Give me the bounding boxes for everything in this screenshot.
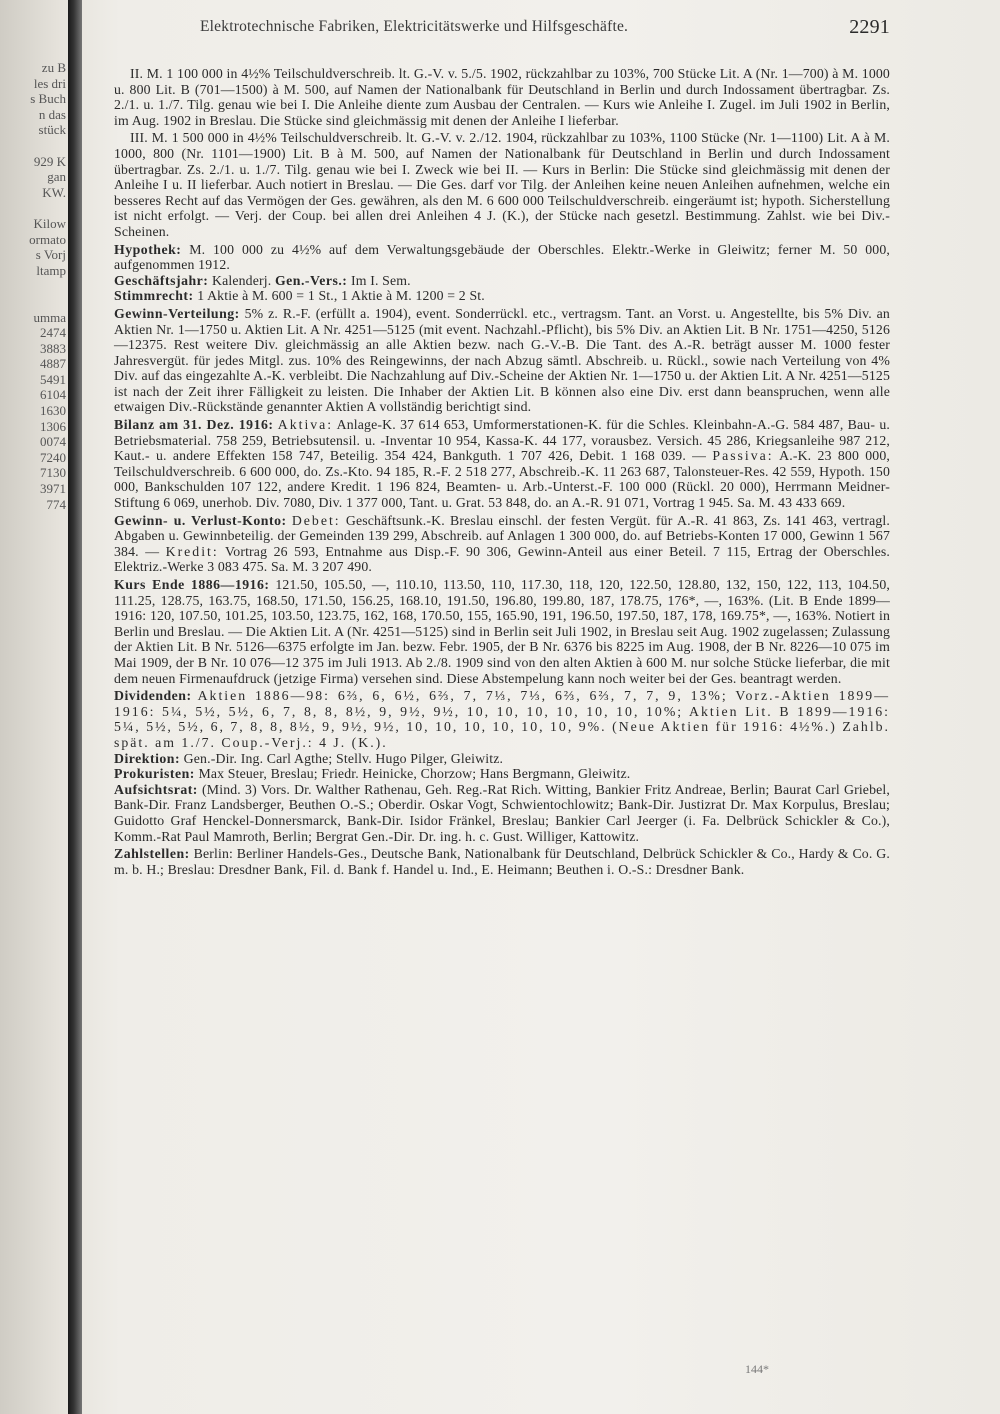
bilanz-paragraph — [114, 417, 890, 511]
anleihe-ii-text: M. 1 100 000 in 4½% Teilschuldverschreib. lt. G.-V. v. 5./5. 1902, rückzahlbar zu 103%, 700 Stücke Lit. A (Nr. 1—700) à M. 1000 u. 800 Lit. B (701—1500) à M. 500, auf Namen der Nationalbank für Deutschland in Berlin und durch Indossament übertragbar. Zs. 2./1. u. 1./7. Tilg. genau wie bei I. Die Anleihe diente zum Ausbau der Centralen. — Kurs wie Anleihe I. Zugel. im Juli 1902 in Berlin, im Aug. 1902 in Breslau. Die Stücke sind gleichmässig mit denen der Anleihe I lieferbar. — [114, 66, 890, 128]
bilanz-aktiva-text: Anlage-K. 37 614 653, Umformerstationen-K. für die Schles. Kleinbahn-A.-G. 584 487, Bau- u. Betriebsmaterial. 758 259, Betriebsutensil. u. -Inventar 10 954, Kassa-K. 44 177, vorausbez. Versich. 45 286, Kriegsanleihe 987 212, Kaut.- u. andere Effekten 158 747, Beteilig. 354 424, Bankguth. 1 707 426, Debit. 1 168 039. — — [114, 417, 890, 464]
gen-vers-label: Gen.-Vers.: — [274, 272, 348, 288]
gewinnverteilung-label: Gewinn-Verteilung: — [114, 305, 240, 321]
previous-column-fragment: 1306 — [40, 418, 66, 434]
guv-paragraph — [114, 513, 890, 575]
anleihe-iii-text: M. 1 500 000 in 4½% Teilschuldverschreib. lt. G.-V. v. 2./12. 1904, rückzahlbar zu 103%, 1100 Stücke (Nr. 1—1100) Lit. A à M. 1000, 800 (Nr. 1101—1900) Lit. B à M. 500, auf Namen der Nationalbank für Deutschland in Berlin und durch Indossament übertragbar. Zs. 2./1. u. 1./7. Tilg. genau wie bei I. Zweck wie bei II. — Kurs in Berlin: Die Stücke sind gleichmässig mit denen der Anleihe I u. II lieferbar. Auch notiert in Breslau. — Die Ges. darf vor Tilg. der Anleihen keine neuen Anleihen aufnehmen, welche ein besseres Recht auf das Vermögen der Ges. gewähren, als den M. 6 600 000 Teilschuldverschreib. eingeräumt ist; hypoth. Sicherstellung ist nicht erfolgt. — Verj. der Coup. bei allen drei Anleihen 4 J. (K.), der Stücke nach gesetzl. Bestimmung. Zahlst. wie bei Div.-Scheinen. — [114, 130, 890, 239]
previous-column-fragment: gan — [47, 169, 66, 185]
kurs-label: Kurs Ende 1886—1916: — [114, 577, 270, 592]
bilanz-passiva-label: Passiva: — [712, 448, 774, 464]
previous-column-fragment: s Buch — [30, 91, 66, 107]
dividenden-text: Aktien 1886—98: 6⅔, 6, 6½, 6⅔, 7, 7⅓, 7⅓, 6⅔, 6⅔, 7, 7, 9, 13%; Vorz.-Aktien 1899—1916: 5¼, 5½, 5½, 6, 7, 8, 8, 8½, 9, 9½, 9½, 10, 10, 10, 10, 10, 10, 10%; Aktien Lit. B 1899—1916: 5¼, 5½, 5½, 6, 7, 8, 8, 8½, 9, 9½, 9½, 10, 10, 10, 10, 10, 10, 9%. (Neue Aktien für 1916: 4½%.) Zahlb. spät. am 1./7. Coup.-Verj.: 4 J. (K.). — [114, 688, 890, 750]
geschaeftsjahr-paragraph — [114, 273, 890, 289]
anleihe-ii-label: II. — [130, 66, 144, 81]
anleihe-iii-paragraph — [114, 130, 890, 239]
direktion-text: Gen.-Dir. Ing. Carl Agthe; Stellv. Hugo Pilger, Gleiwitz. — [183, 750, 504, 766]
anleihe-iii-label: III. — [130, 130, 148, 146]
previous-column-fragment: 7240 — [40, 449, 66, 465]
previous-column-fragment — [0, 138, 66, 154]
previous-column-fragment: ltamp — [36, 262, 66, 278]
kurs-paragraph — [114, 577, 890, 686]
previous-column-fragment: 5491 — [40, 371, 66, 387]
hypothek-paragraph — [114, 242, 890, 273]
previous-column-fragment: 3883 — [40, 340, 66, 356]
hypothek-text: M. 100 000 zu 4½% auf dem Verwaltungsgebäude der Oberschles. Elektr.-Werke in Gleiwitz; ferner M. 50 000, aufgenommen 1912. — [114, 241, 890, 273]
dividenden-paragraph — [114, 688, 890, 750]
book-gutter — [68, 0, 82, 1414]
bilanz-label: Bilanz am 31. Dez. 1916: — [114, 417, 274, 433]
previous-column-fragment: umma — [33, 309, 66, 325]
previous-column-fragment: 4887 — [40, 356, 66, 372]
previous-column-fragment: 2474 — [40, 325, 66, 341]
dividenden-label: Dividenden: — [114, 688, 192, 704]
prokuristen-text: Max Steuer, Breslau; Friedr. Heinicke, Chorzow; Hans Bergmann, Gleiwitz. — [198, 766, 631, 782]
prokuristen-paragraph — [114, 766, 890, 782]
geschaeftsjahr-label: Geschäftsjahr: — [114, 272, 209, 288]
stimmrecht-label: Stimmrecht: — [114, 288, 194, 304]
previous-column-fragments — [0, 60, 66, 1360]
previous-column-fragment: stück — [38, 122, 66, 138]
geschaeftsjahr-text: Kalenderj. — [211, 272, 272, 288]
previous-column-fragment: zu B — [41, 60, 66, 75]
previous-column-fragment — [0, 278, 66, 294]
previous-column-fragment: 0074 — [40, 434, 66, 450]
aufsichtsrat-text: (Mind. 3) Vors. Dr. Walther Rathenau, Geh. Reg.-Rat Rich. Witting, Bankier Fritz Andreae, Berlin; Baurat Carl Griebel, Bank-Dir. Franz Landsberger, Beuthen O.-S.; Oberdir. Oskar Vogt, Schwientochlowitz; Bank-Dir. Justizrat Dr. Max Korpulus, Breslau; Guidotto Graf Henckel-Donnersmarck, Bank-Dir. Isidor Fränkel, Breslau; Bankier Carl Jeerger (i. Fa. Delbrück Schickler & Co.), Komm.-Rat Paul Mamroth, Berlin; Bergrat Gen.-Dir. Dr. ing. h. c. Gust. Williger, Kattowitz. — [114, 781, 890, 844]
guv-debet-text: Geschäftsunk.-K. Breslau einschl. der festen Vergüt. für A.-R. 41 863, Zs. 141 463, vertragl. Abgaben u. Gewinnbeteilig. der Gemeinden 139 299, Abschreib. auf Anlagen 1 300 000, do. auf Betriebs-Konten 17 000, Gewinn 1 567 384. — — [114, 512, 890, 559]
guv-debet-label: Debet: — [291, 512, 341, 528]
bilanz-aktiva-label: Aktiva: — [277, 417, 334, 433]
direktion-paragraph — [114, 751, 890, 767]
previous-column-fragment: s Vorj — [35, 247, 66, 263]
guv-label: Gewinn- u. Verlust-Konto: — [114, 512, 287, 528]
printer-signature-mark: 144* — [745, 1362, 769, 1376]
running-header — [200, 18, 890, 42]
aufsichtsrat-paragraph — [114, 782, 890, 844]
zahlstellen-label: Zahlstellen: — [114, 846, 190, 862]
previous-column-fragment: 1630 — [40, 403, 66, 419]
previous-column-fragment: 774 — [46, 496, 66, 512]
previous-column-fragment: n das — [38, 106, 66, 122]
prokuristen-label: Prokuristen: — [114, 766, 195, 782]
gewinnverteilung-paragraph — [114, 306, 890, 415]
hypothek-label: Hypothek: — [114, 241, 182, 257]
gen-vers-text: Im I. Sem. — [350, 272, 411, 288]
aufsichtsrat-label: Aufsichtsrat: — [114, 781, 198, 797]
zahlstellen-paragraph — [114, 846, 890, 877]
bilanz-passiva-text: A.-K. 23 800 000, Teilschuldverschreib. 6 600 000, do. Zs.-Kto. 94 185, R.-F. 2 518 277, Abschreib.-K. 11 263 687, Talonsteuer-Res. 42 559, Hypoth. 150 000, Bankschulden 107 122, andere Kredit. 1 196 824, Beamten- u. Arb.-Unterst.-F. 100 000 (Rückl. 20 000), Herrmann Meidner-Stiftung 6 069, unerhob. Div. 7080, Div. 1 377 000, Tant. u. Grat. 53 848, do. an A.-R. 91 071, Vortrag 1 945. Sa. M. 43 433 669. — [114, 448, 890, 511]
stimmrecht-text: 1 Aktie à M. 600 = 1 St., 1 Aktie à M. 1200 = 2 St. — [197, 288, 485, 304]
running-header-title: Elektrotechnische Fabriken, Elektricitätswerke und Hilfsgeschäfte. — [200, 18, 629, 35]
previous-column-fragment: KW. — [42, 184, 66, 200]
previous-column-fragment: 7130 — [40, 465, 66, 481]
previous-column-fragment: ormato — [29, 231, 66, 247]
previous-column-fragment: Kilow — [33, 215, 66, 231]
previous-column-fragment — [0, 294, 66, 310]
anleihe-ii-paragraph — [114, 66, 890, 128]
main-text-column — [114, 66, 890, 877]
previous-column-fragment: les dri — [33, 75, 66, 91]
direktion-label: Direktion: — [114, 750, 181, 766]
stimmrecht-paragraph — [114, 288, 890, 304]
previous-column-fragment: 6104 — [40, 387, 66, 403]
kurs-text: 121.50, 105.50, —, 110.10, 113.50, 110, 117.30, 118, 120, 122.50, 128.80, 132, 150, 122, 113, 104.50, 111.25, 128.75, 163.75, 168.50, 171.50, 156.25, 168.10, 191.50, 196.80, 199.80, 187, 178.75, 176*, —, 163%. (Lit. B Ende 1899—1916: 120, 107.50, 101.25, 103.50, 123.75, 162, 168, 170.50, 155, 165.90, 191, 196.50, 197.50, 187, 178, 169.75*, —, 163%. Notiert in Berlin und Breslau. — Die Aktien Lit. A (Nr. 4251—5125) sind in Berlin seit Juli 1902, in Breslau seit Aug. 1902 zugelassen; Zulassung der Aktien Lit. B Nr. 5126—6375 erfolgte im Jan. bezw. Febr. 1905, der B Nr. 6376 bis 8225 im Aug. 1908, der B Nr. 8226—10 075 im Mai 1909, der B Nr. 10 076—12 375 im Juli 1913. Ab 2./8. 1909 sind von den alten Aktien à 600 M. nur solche Stücke lieferbar, die mit dem neuen Firmenaufdruck (jetzige Firma) versehen sind. Diese Abstempelung kann noch weiter bei der Ges. beantragt werden. — [114, 577, 890, 686]
zahlstellen-text: Berlin: Berliner Handels-Ges., Deutsche Bank, Nationalbank für Deutschland, Delbrück Schickler & Co., Hardy & Co. G. m. b. H.; Breslau: Dresdner Bank, Fil. d. Bank f. Handel u. Ind., E. Heimann; Beuthen i. O.-S.: Dresdner Bank. — [114, 846, 890, 877]
gewinnverteilung-text: 5% z. R.-F. (erfüllt a. 1904), event. Sonderrückl. etc., vertragsm. Tant. an Vorst. u. Angestellte, bis 5% Div. an Aktien Nr. 1—1750 u. Aktien Lit. A Nr. 4251—5125 (mit event. Nachzahl.-Pflicht), bis 5% Div. an Aktien Lit. B Nr. 1751—4250, 5126—12375. Rest weitere Div. gleichmässig an alle Aktien bezw. nach G.-V.-B. Die Tant. des A.-R. beträgt ausser M. 1000 fester Jahresvergüt. für jedes Mitgl. zus. 10% des Reingewinns, der nach Abzug sämtl. Abschreib. u. Rückl., sowie nach Verteilung von 4% Div. auf das eingezahlte A.-K. verbleibt. Die Nachzahlung auf Div.-Scheine der Aktien Nr. 1—1750 u. der Aktien Lit. A Nr. 4251—5125 ist nach der Zeit ihrer Fälligkeit zu leisten. Die Inhaber der Aktien Lit. B können also eine Div. erst dann beanspruchen, wenn alle etwaigen Div.-Rückstände genannter Aktien A vollständig berichtigt sind. — [114, 305, 890, 415]
page-number: 2291 — [849, 16, 890, 38]
guv-kredit-text: Vortrag 26 593, Entnahme aus Disp.-F. 90 306, Gewinn-Anteil aus einer Beteil. 7 115, Ertrag der Oberschles. Elektriz.-Werke 3 083 475. Sa. M. 3 207 490. — [114, 543, 890, 575]
previous-column-fragment: 3971 — [40, 481, 66, 497]
previous-column-fragment — [0, 200, 66, 216]
previous-column-fragment: 929 K — [33, 153, 66, 169]
guv-kredit-label: Kredit: — [165, 543, 219, 559]
